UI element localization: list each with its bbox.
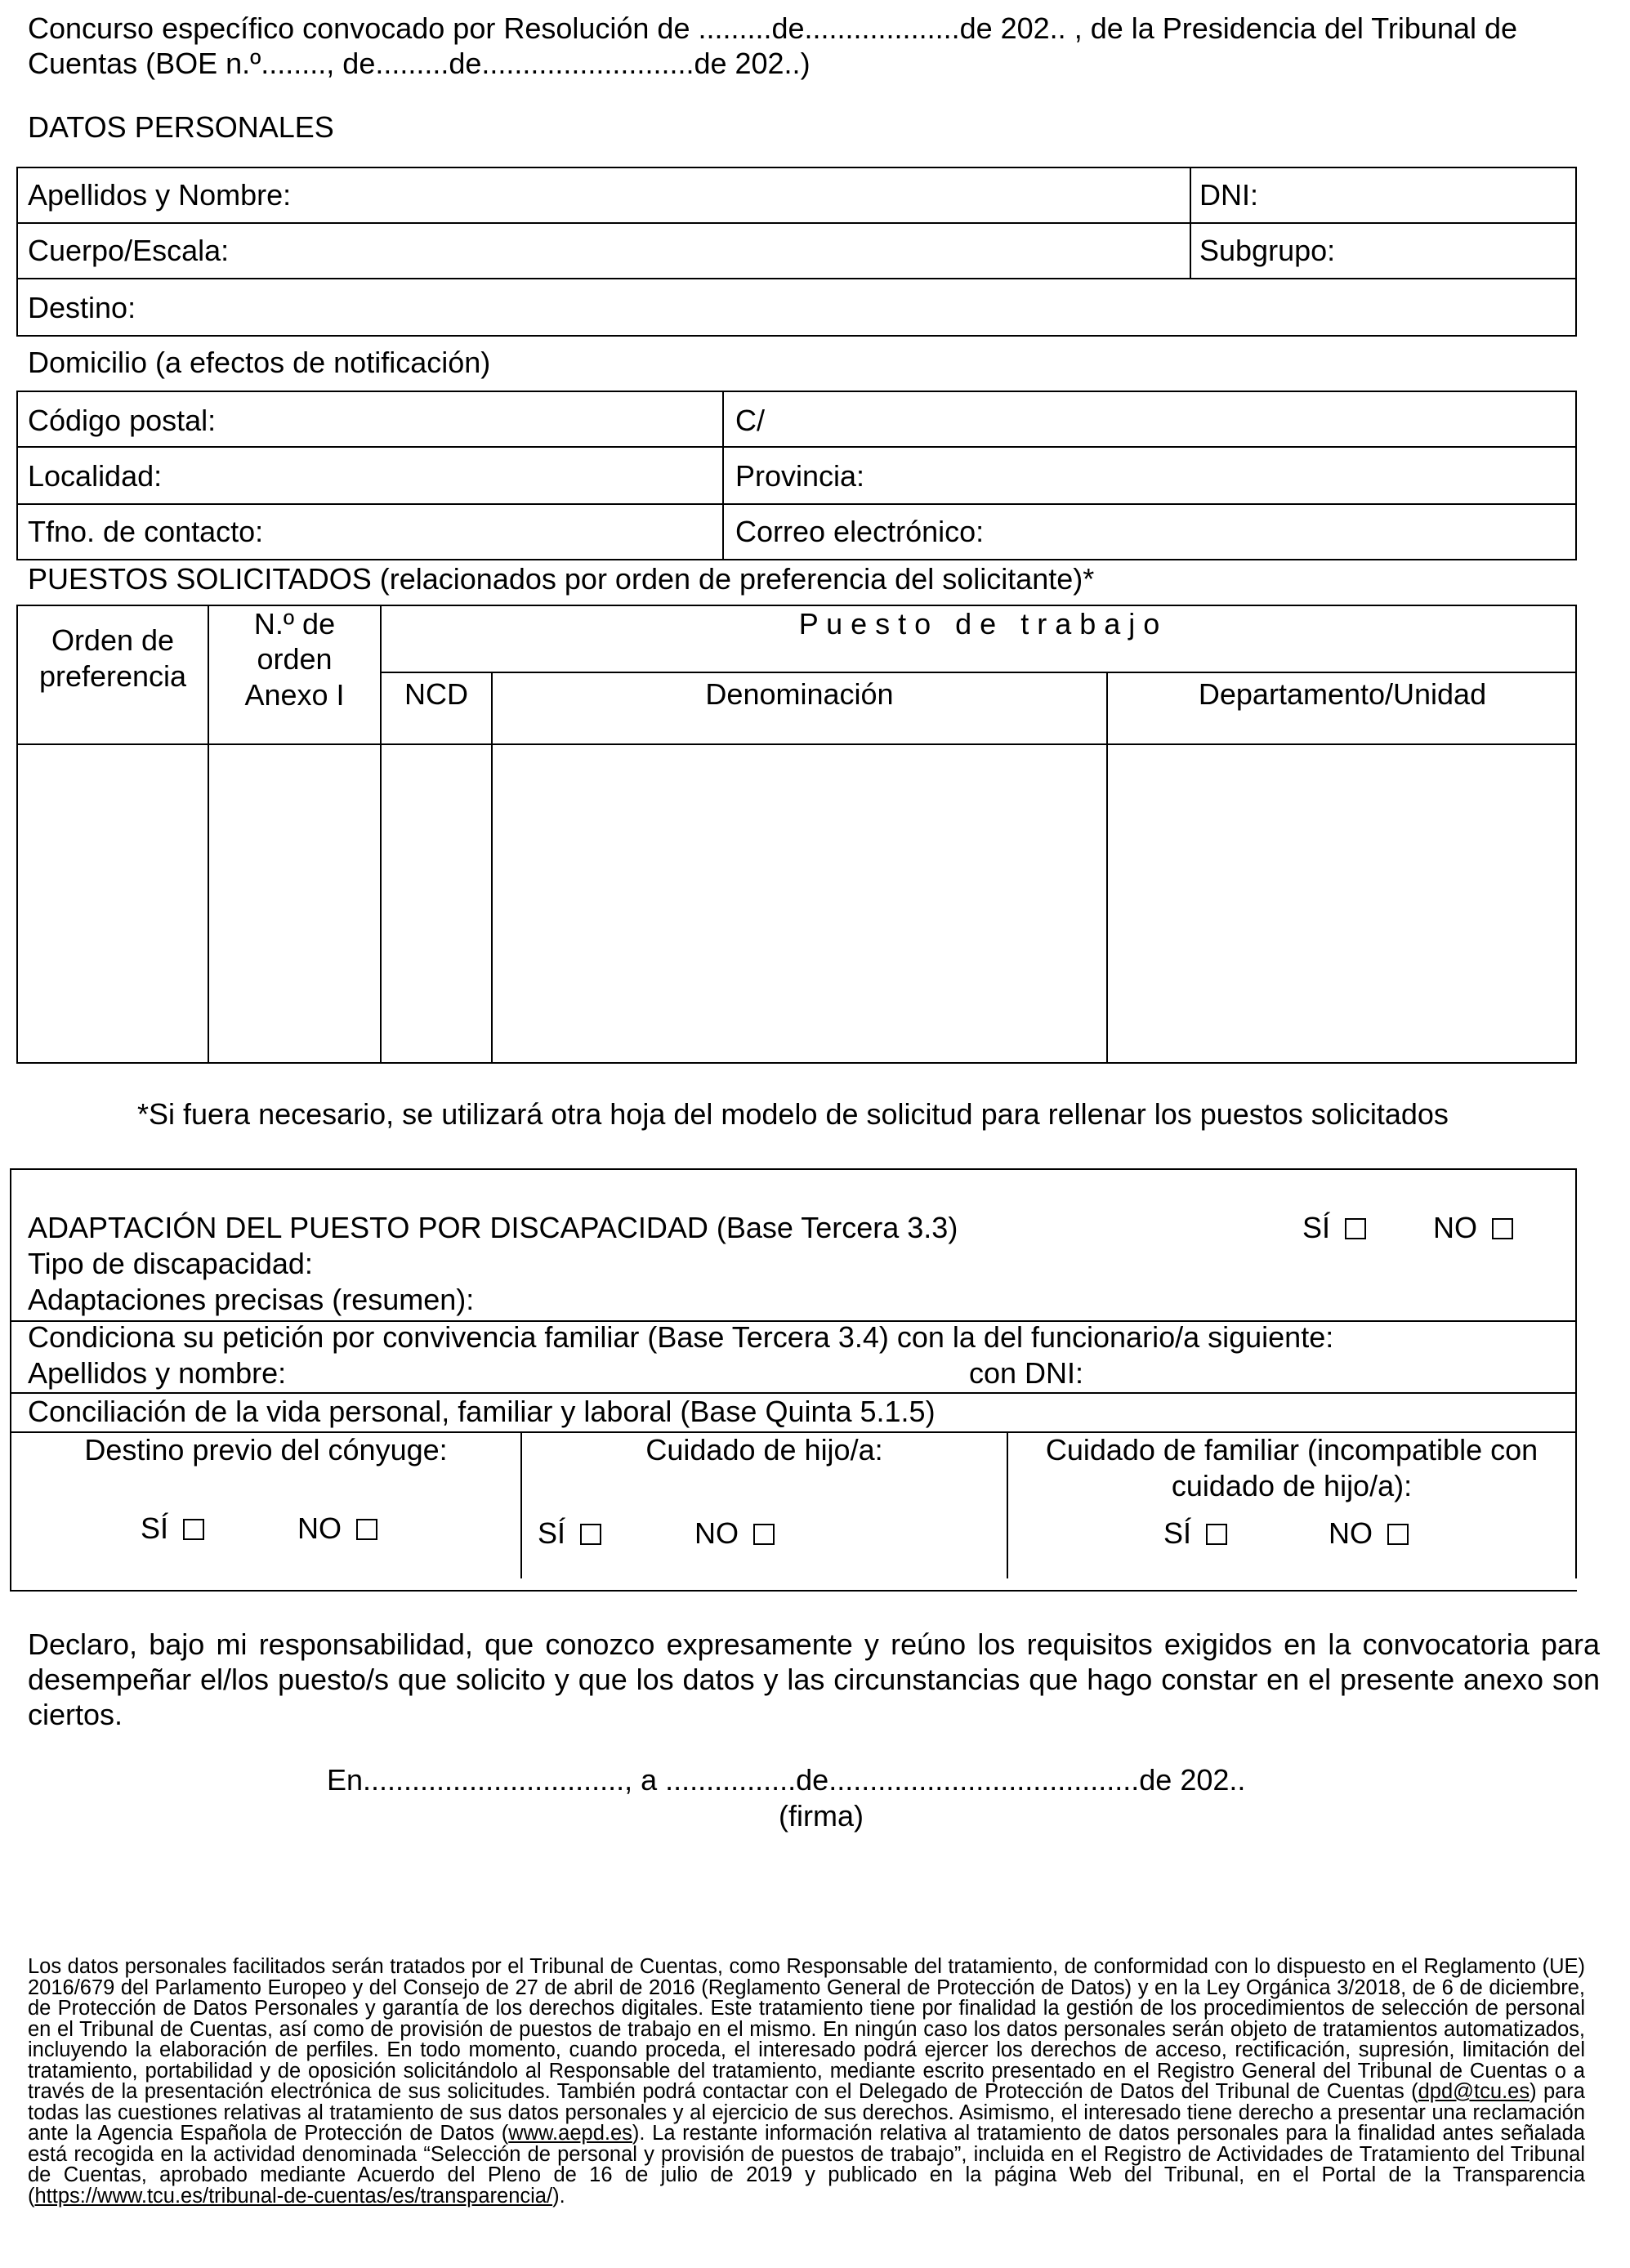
familiar-si-label: SÍ [1163,1516,1192,1550]
adaptacion-si-label: SÍ [1302,1211,1331,1244]
field-destino[interactable]: Destino: [28,291,136,324]
field-calle[interactable]: C/ [735,404,765,437]
field-cuerpo-escala[interactable]: Cuerpo/Escala: [28,234,230,267]
field-apellidos-funcionario[interactable]: Apellidos y nombre: [28,1356,287,1390]
conyuge-si-checkbox[interactable] [183,1519,204,1540]
cell-denominacion[interactable] [493,745,1106,1062]
condiciona-text: Condiciona su petición por convivencia familiar (Base Tercera 3.4) con la del funcionario/a siguiente: [28,1320,1334,1354]
field-codigo-postal[interactable]: Código postal: [28,404,217,437]
cuidado-familiar-label-2: cuidado de hijo/a): [1171,1469,1413,1502]
field-correo[interactable]: Correo electrónico: [735,515,985,548]
field-localidad[interactable]: Localidad: [28,459,163,493]
cell-orden[interactable] [18,745,208,1062]
field-tipo-discapacidad[interactable]: Tipo de discapacidad: [28,1247,313,1280]
privacy-part-4: ). [552,2184,565,2208]
conciliacion-text: Conciliación de la vida personal, familiar y laboral (Base Quinta 5.1.5) [28,1395,936,1428]
dpd-email-link[interactable]: dpd@tcu.es [1418,2080,1530,2103]
firma-label: (firma) [779,1799,864,1833]
header-line-1: Concurso específico convocado por Resolución de .........de...................de 202.. , de la Presidencia del Tribunal de [28,11,1518,45]
adaptacion-no-option[interactable] [1433,1211,1513,1245]
adaptacion-si-checkbox[interactable] [1345,1218,1366,1239]
lugar-fecha[interactable]: En................................, a ................de......................................de 202.. [327,1763,1246,1797]
field-adaptaciones[interactable]: Adaptaciones precisas (resumen): [28,1283,475,1316]
hijo-si-checkbox[interactable] [580,1524,601,1545]
adaptacion-si-option[interactable] [1302,1211,1366,1245]
declaracion-text: Declaro, bajo mi responsabilidad, que conozco expresamente y reúno los requisitos exigidos en la convocatoria para desempeñar el/los puesto/s que solicito y que los datos y las circunstancias que hago constar en el presente anexo son ciertos. [28,1627,1600,1731]
col-denominacion: Denominación [705,677,894,711]
field-provincia[interactable]: Provincia: [735,459,865,493]
col-orden-line-2: preferencia [38,659,187,693]
familiar-si-option[interactable] [1163,1516,1227,1551]
col-num-line-1: N.º de [253,607,336,641]
field-dni-funcionario[interactable]: con DNI: [969,1356,1084,1390]
field-dni[interactable]: DNI: [1199,178,1258,212]
aepd-link[interactable]: www.aepd.es [508,2122,632,2145]
hijo-no-option[interactable] [694,1516,775,1551]
col-orden-line-1: Orden de [51,623,175,657]
adaptacion-title: ADAPTACIÓN DEL PUESTO POR DISCAPACIDAD (Base Tercera 3.3) [28,1211,958,1244]
conyuge-si-option[interactable] [141,1511,204,1546]
privacy-part-3: ). La restante información relativa al tratamiento de datos personales para la finalidad antes señalada está recogida en la actividad denominada “Selección de personal y provisión de puestos de trabajo”, incluida en el Registro de Actividades de Tratamiento del Tribunal de Cuentas, aprobado mediante Acuerdo del Pleno de 16 de julio de 2019 y publicado en la página Web del Tribunal, en el Portal de la Transparencia ( [28,2122,1585,2208]
conyuge-no-label: NO [297,1511,342,1545]
col-num-line-2: orden [257,642,333,676]
hijo-si-label: SÍ [538,1516,566,1550]
privacy-part-1: Los datos personales facilitados serán tratados por el Tribunal de Cuentas, como Responsable del tratamiento, de conformidad con lo dispuesto en el Reglamento (UE) 2016/679 del Parlamento Europeo y del Consejo de 27 de abril de 2016 (Reglamento General de Protección de Datos) y en la Ley Orgánica 3/2018, de 6 de diciembre, de Protección de Datos Personales y garantía de los derechos digitales. Este tratamiento tiene por finalidad la gestión de los procedimientos de selección de personal en el Tribunal de Cuentas, así como de provisión de puestos de trabajo en el mismo. En ningún caso los datos personales serán objeto de tratamientos automatizados, incluyendo la elaboración de perfiles. En todo momento, cuando proceda, el interesado podrá ejercer los derechos de acceso, rectificación, supresión, limitación del tratamiento, portabilidad y de oposición solicitándolo al Responsable del tratamiento, mediante escrito presentado en el Registro General del Tribunal de Cuentas o a través de la presentación electrónica de sus solicitudes. También podrá contactar con el Delegado de Protección de Datos del Tribunal de Cuentas ( [28,1955,1585,2103]
cell-num-orden[interactable] [209,745,380,1062]
section-title-personal: DATOS PERSONALES [28,110,334,144]
field-apellidos-nombre[interactable]: Apellidos y Nombre: [28,178,292,212]
header-line-2: Cuentas (BOE n.º........, de.........de..........................de 202..) [28,47,811,80]
cell-departamento[interactable] [1108,745,1577,1062]
adaptacion-no-checkbox[interactable] [1492,1218,1513,1239]
familiar-no-label: NO [1329,1516,1373,1550]
field-subgrupo[interactable]: Subgrupo: [1199,234,1336,267]
transparencia-link[interactable]: https://www.tcu.es/tribunal-de-cuentas/es/transparencia/ [34,2184,553,2208]
puestos-note: *Si fuera necesario, se utilizará otra hoja del modelo de solicitud para rellenar los puestos solicitados [137,1097,1449,1131]
destino-conyuge-label: Destino previo del cónyuge: [84,1433,448,1467]
conyuge-no-checkbox[interactable] [356,1519,377,1540]
col-num-line-3: Anexo I [244,678,345,712]
familiar-si-checkbox[interactable] [1206,1524,1227,1545]
field-telefono[interactable]: Tfno. de contacto: [28,515,264,548]
cuidado-hijo-label: Cuidado de hijo/a: [645,1433,883,1467]
privacy-part-2: ) para todas las cuestiones relativas al tratamiento de sus datos personales y al ejercicio de sus derechos. Asimismo, el interesado tiene derecho a presentar una reclamación ante la Agencia Española de Protección de Datos ( [28,2080,1585,2145]
hijo-no-checkbox[interactable] [753,1524,775,1545]
cuidado-familiar-label-1: Cuidado de familiar (incompatible con [1045,1433,1538,1467]
conyuge-no-option[interactable] [297,1511,377,1546]
col-ncd: NCD [404,677,468,711]
conyuge-si-label: SÍ [141,1511,169,1545]
adaptacion-no-label: NO [1433,1211,1477,1244]
hijo-si-option[interactable] [538,1516,601,1551]
section-title-puestos: PUESTOS SOLICITADOS (relacionados por orden de preferencia del solicitante)* [28,562,1095,596]
label-domicilio: Domicilio (a efectos de notificación) [28,346,491,379]
privacy-notice [28,1957,1585,2207]
col-departamento: Departamento/Unidad [1198,677,1487,711]
cell-ncd[interactable] [382,745,491,1062]
puesto-trabajo-header: P u e s t o d e t r a b a j o [798,607,1160,641]
familiar-no-checkbox[interactable] [1387,1524,1409,1545]
hijo-no-label: NO [694,1516,739,1550]
familiar-no-option[interactable] [1329,1516,1409,1551]
